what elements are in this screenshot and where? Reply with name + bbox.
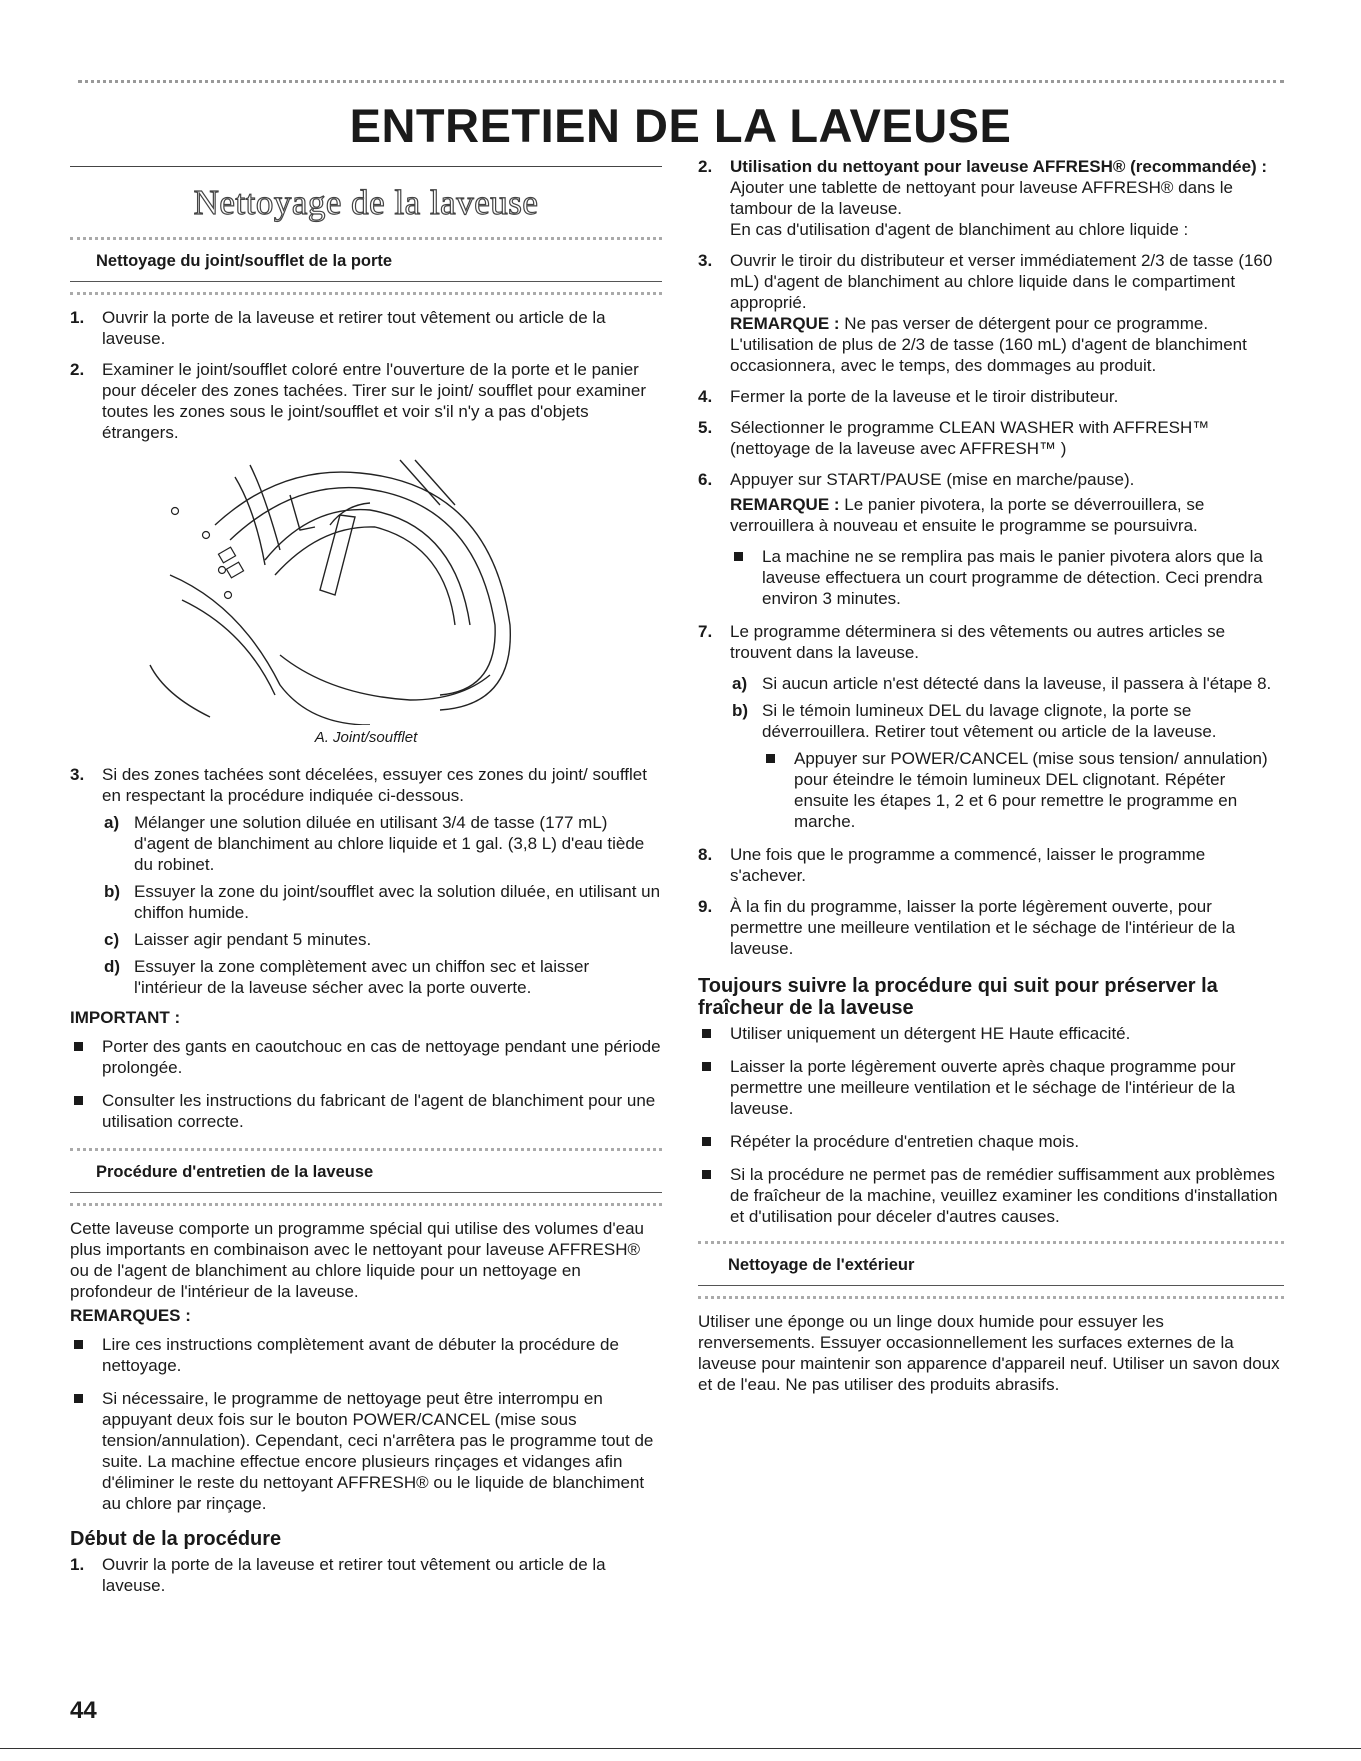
list-item: [730, 700, 1284, 832]
substep-letter: a): [732, 674, 748, 693]
joint-steps: [70, 307, 662, 443]
list-item: [698, 844, 1284, 886]
step-number: 2.: [70, 360, 85, 379]
list-item: [70, 359, 662, 443]
page-number: 44: [70, 1697, 97, 1724]
step-number: 7.: [698, 622, 713, 641]
list-item: [102, 881, 662, 923]
remark-label: REMARQUE :: [730, 314, 840, 333]
substep-letter: d): [104, 957, 121, 976]
list-item: [70, 764, 662, 998]
exterior-text: Utiliser une éponge ou un linge doux humide pour essuyer les renversements. Essuyer occasionnellement les surfaces externes de la laveuse pour maintenir son apparence d'appareil neuf. Utiliser un savon doux et de l'eau. Ne pas utiliser des produits abrasifs.: [698, 1312, 1280, 1394]
procedure-subheading-box: [70, 1148, 662, 1206]
list-item: [102, 929, 662, 950]
important-bullet: Consulter les instructions du fabricant de l'agent de blanchiment pour une utilisation correcte.: [70, 1090, 662, 1132]
joint-subheading-box: [70, 237, 662, 295]
substep-text: Mélanger une solution diluée en utilisant 3/4 de tasse (177 mL) d'agent de blanchiment au chlore liquide et 1 gal. (3,8 L) d'eau tiède du robinet.: [134, 813, 645, 874]
remark-bullet: Lire ces instructions complètement avant de débuter la procédure de nettoyage.: [70, 1334, 662, 1376]
freshness-bullet: Utiliser uniquement un détergent HE Haute efficacité.: [698, 1023, 1284, 1044]
important-label: IMPORTANT :: [70, 1008, 181, 1027]
exterior-subheading-box: [698, 1241, 1284, 1299]
substep-letter: c): [104, 930, 120, 949]
remark-bullet: Si nécessaire, le programme de nettoyage peut être interrompu en appuyant deux fois sur le bouton POWER/CANCEL (mise sous tension/annulation). Cependant, ceci n'arrêtera pas le programme tout de suite. La machine effectue encore plusieurs rinçages et vidanges afin d'éliminer le reste du nettoyant AFFRESH® ou le liquide de blanchiment au chlore par rinçage.: [70, 1388, 662, 1514]
freshness-bullet: Répéter la procédure d'entretien chaque mois.: [698, 1131, 1284, 1152]
step-number: 9.: [698, 897, 713, 916]
procedure-steps: [698, 156, 1284, 959]
list-item: [70, 307, 662, 349]
remark-text: Le panier pivotera, la porte se déverrouillera, se verrouillera à nouveau et ensuite le programme se poursuivra.: [730, 495, 1205, 535]
step-text: Si des zones tachées sont décelées, essuyer ces zones du joint/ soufflet en respectant la procédure indiquée ci-dessous.: [102, 765, 647, 805]
step-number: 3.: [698, 251, 713, 270]
joint-step3: [70, 764, 662, 998]
start-steps: [70, 1554, 662, 1596]
step7-substeps: [730, 673, 1284, 832]
substep-text: Essuyer la zone complètement avec un chiffon sec et laisser l'intérieur de la laveuse sécher avec la porte ouverte.: [134, 957, 590, 997]
bottom-rule: [0, 1748, 1361, 1749]
list-item: [698, 896, 1284, 959]
step-text: À la fin du programme, laisser la porte légèrement ouverte, pour permettre une meilleure ventilation et le séchage de l'intérieur de la laveuse.: [730, 897, 1236, 958]
step-text: Ouvrir la porte de la laveuse et retirer tout vêtement ou article de la laveuse.: [102, 1555, 606, 1595]
list-item: [70, 1554, 662, 1596]
step-text: Sélectionner le programme CLEAN WASHER with AFFRESH™ (nettoyage de la laveuse avec AFFRESH™ ): [730, 418, 1210, 458]
freshness-bullet: Laisser la porte légèrement ouverte après chaque programme pour permettre une meilleure ventilation et le séchage de l'intérieur de la laveuse.: [698, 1056, 1284, 1119]
list-item: [698, 250, 1284, 376]
step-number: 5.: [698, 418, 713, 437]
substep-letter: b): [732, 701, 749, 720]
step-text: Fermer la porte de la laveuse et le tiroir distributeur.: [730, 387, 1119, 406]
top-rule: [78, 80, 1284, 84]
figure-caption: A. Joint/soufflet: [314, 729, 418, 746]
list-item: [698, 469, 1284, 609]
list-item: [698, 156, 1284, 240]
remark-label: REMARQUE :: [730, 495, 840, 514]
rivet-marker: [172, 508, 179, 515]
rivet-marker: [203, 532, 210, 539]
gasket-drawing: [70, 455, 662, 725]
step3-text: Ouvrir le tiroir du distributeur et verser immédiatement 2/3 de tasse (160 mL) d'agent de blanchiment au chlore liquide dans le compartiment approprié.: [730, 251, 1273, 312]
remarks-label: REMARQUES :: [70, 1306, 191, 1325]
step-number: 2.: [698, 157, 713, 176]
remark-text: Ne pas verser de détergent pour ce programme. L'utilisation de plus de 2/3 de tasse (160 mL) d'agent de blanchiment occasionnera, avec le temps, des dommages au produit.: [730, 314, 1247, 375]
list-item: [698, 621, 1284, 832]
step-text: Examiner le joint/soufflet coloré entre l'ouverture de la porte et le panier pour déceler des zones tachées. Tirer sur le joint/ soufflet pour examiner toutes les zones sous le joint/soufflet et voir s'il n'y a pas d'objets étrangers.: [102, 360, 646, 442]
substep-letter: b): [104, 882, 121, 901]
joint-heading: Nettoyage du joint/soufflet de la porte: [70, 252, 662, 282]
list-item: [102, 956, 662, 998]
procedure-heading: Procédure d'entretien de la laveuse: [70, 1163, 662, 1193]
gasket-illustration: [70, 455, 662, 725]
step-text: Appuyer sur START/PAUSE (mise en marche/pause).: [730, 470, 1135, 489]
list-item: [730, 673, 1284, 694]
freshness-heading: Toujours suivre la procédure qui suit pour préserver la fraîcheur de la laveuse: [698, 975, 1218, 1019]
substep-text: Si aucun article n'est détecté dans la laveuse, il passera à l'étape 8.: [762, 674, 1272, 693]
detection-bullet: La machine ne se remplira pas mais le panier pivotera alors que la laveuse effectuera un court programme de détection. Ceci prendra environ 3 minutes.: [730, 546, 1284, 609]
step-number: 3.: [70, 765, 85, 784]
step2-alt: En cas d'utilisation d'agent de blanchiment au chlore liquide :: [730, 220, 1189, 239]
rivet-marker: [219, 567, 226, 574]
joint-substeps: [102, 812, 662, 998]
list-item: [698, 386, 1284, 407]
step-number: 1.: [70, 308, 85, 327]
exterior-heading: Nettoyage de l'extérieur: [698, 1256, 1284, 1286]
step-number: 4.: [698, 387, 713, 406]
start-heading: Début de la procédure: [70, 1528, 282, 1550]
rivet-marker: [225, 592, 232, 599]
procedure-intro: Cette laveuse comporte un programme spécial qui utilise des volumes d'eau plus importants en combinaison avec le nettoyant pour laveuse AFFRESH® ou de l'agent de blanchiment au chlore liquide pour un nettoyage en profondeur de l'intérieur de la laveuse.: [70, 1219, 644, 1301]
freshness-bullet: Si la procédure ne permet pas de remédier suffisamment aux problèmes de fraîcheur de la machine, veuillez examiner les conditions d'installation et d'utilisation pour déceler d'autres causes.: [698, 1164, 1284, 1227]
power-cancel-bullet: Appuyer sur POWER/CANCEL (mise sous tension/ annulation) pour éteindre le témoin lumineux DEL clignotant. Répéter ensuite les étapes 1, 2 et 6 pour remettre le programme en marche.: [762, 748, 1284, 832]
step-number: 8.: [698, 845, 713, 864]
list-item: [698, 417, 1284, 459]
substep-letter: a): [104, 813, 120, 832]
section-title: Nettoyage de la laveuse: [70, 166, 662, 237]
step-number: 1.: [70, 1555, 85, 1574]
left-column: [70, 160, 662, 1606]
right-column: [698, 156, 1284, 1395]
important-bullet: Porter des gants en caoutchouc en cas de nettoyage pendant une période prolongée.: [70, 1036, 662, 1078]
substep-text: Laisser agir pendant 5 minutes.: [134, 930, 372, 949]
step2-title: Utilisation du nettoyant pour laveuse AFFRESH® (recommandée) :: [730, 157, 1268, 176]
step2-text: Ajouter une tablette de nettoyant pour laveuse AFFRESH® dans le tambour de la laveuse.: [730, 178, 1233, 218]
list-item: [102, 812, 662, 875]
substep-text: Si le témoin lumineux DEL du lavage clignote, la porte se déverrouillera. Retirer tout vêtement ou article de la laveuse.: [762, 701, 1217, 741]
step-text: Ouvrir la porte de la laveuse et retirer tout vêtement ou article de la laveuse.: [102, 308, 606, 348]
step-text: Le programme déterminera si des vêtements ou autres articles se trouvent dans la laveuse.: [730, 622, 1226, 662]
substep-text: Essuyer la zone du joint/soufflet avec la solution diluée, en utilisant un chiffon humide.: [134, 882, 661, 922]
step-text: Une fois que le programme a commencé, laisser le programme s'achever.: [730, 845, 1206, 885]
step-number: 6.: [698, 470, 713, 489]
page-title: ENTRETIEN DE LA LAVEUSE: [349, 99, 1012, 152]
